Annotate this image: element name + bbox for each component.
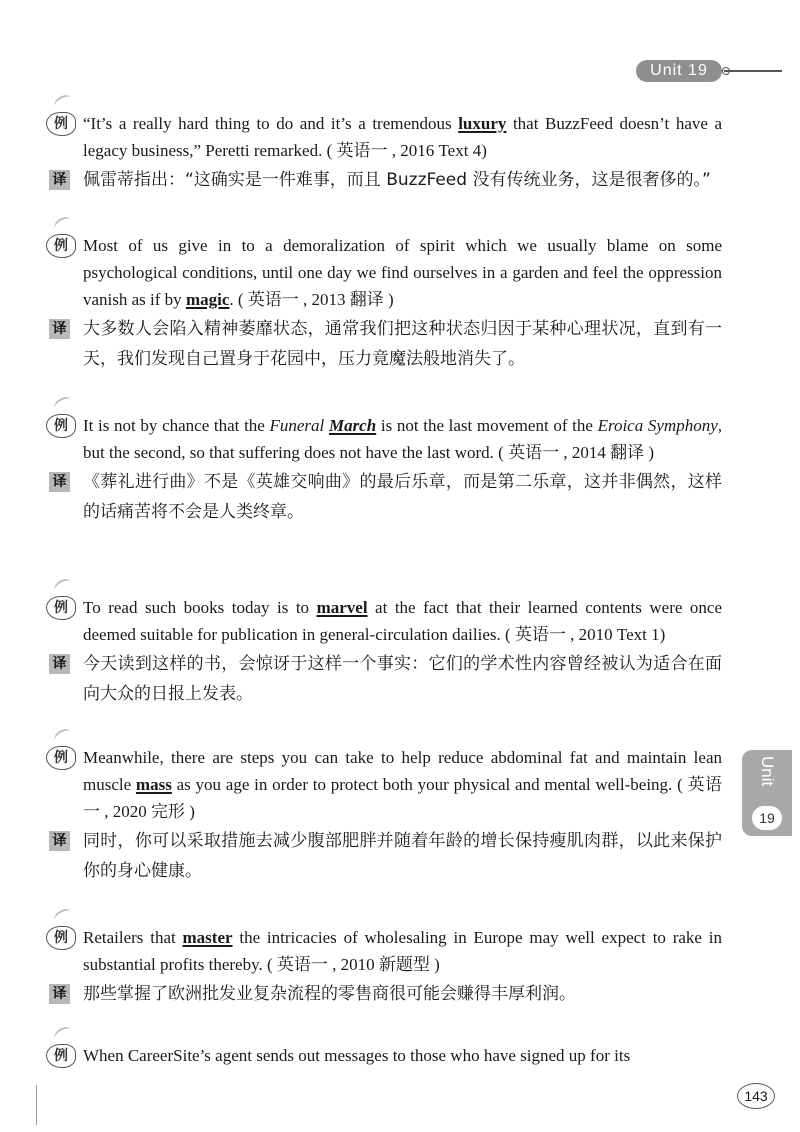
translation-sentence xyxy=(46,826,722,886)
example-text: Meanwhile, there are steps you can take to help reduce abdominal fat and maintain lean muscle xyxy=(83,748,722,794)
unit-tag-rule xyxy=(724,70,782,72)
translation-sentence xyxy=(46,165,722,195)
side-tab-number: 19 xyxy=(752,806,782,830)
example-entry xyxy=(46,232,722,374)
leaf-decoration xyxy=(52,92,74,111)
example-badge-icon: 例 xyxy=(46,112,76,136)
example-sentence xyxy=(46,412,722,466)
translation-badge-icon: 译 xyxy=(49,831,70,851)
translation-badge-icon: 译 xyxy=(49,654,70,674)
example-text: that BuzzFeed doesn’t have a legacy business,” Peretti remarked. ( 英语一 , 2016 Text 4) xyxy=(83,114,723,160)
example-entry xyxy=(46,1042,722,1069)
example-text: as you age in order to protect both your physical and mental well-being. ( 英语一 , 2020 完形 ) xyxy=(83,775,723,821)
translation-text: 那些掌握了欧洲批发业复杂流程的零售商很可能会赚得丰厚利润。 xyxy=(83,984,576,1004)
translation-text: 《葬礼进行曲》不是《英雄交响曲》的最后乐章，而是第二乐章，这并非偶然，这样的话痛苦将不会是人类终章。 xyxy=(83,472,722,522)
translation-badge-icon: 译 xyxy=(49,472,70,492)
keyword: mass xyxy=(135,775,172,794)
translation-text: 同时，你可以采取措施去减少腹部肥胖并随着年龄的增长保持瘦肌肉群，以此来保护你的身心健康。 xyxy=(83,831,722,881)
side-unit-tab xyxy=(742,750,792,836)
example-text: at the fact that their learned contents were once deemed suitable for publication in general-circulation dailies. ( 英语一 , 2010 Text 1) xyxy=(83,598,722,644)
side-tab-label: Unit xyxy=(758,756,777,787)
example-sentence xyxy=(46,924,722,978)
example-text: . ( 英语一 , 2013 翻译 ) xyxy=(229,290,394,309)
example-entry xyxy=(46,594,722,709)
example-badge-icon: 例 xyxy=(46,596,76,620)
leaf-decoration xyxy=(52,214,74,233)
leaf-decoration xyxy=(52,394,74,413)
keyword: magic xyxy=(185,290,230,309)
example-sentence xyxy=(46,110,722,164)
example-sentence xyxy=(46,594,722,648)
leaf-decoration xyxy=(52,906,74,925)
italic-title: Eroica Symphony xyxy=(597,416,718,435)
translation-text: 今天读到这样的书，会惊讶于这样一个事实：它们的学术性内容曾经被认为适合在面向大众的日报上发表。 xyxy=(83,654,722,704)
example-text: , but the second, so that suffering does not have the last word. ( 英语一 , 2014 翻译 ) xyxy=(83,416,723,462)
example-entry xyxy=(46,412,722,527)
example-text: Retailers that xyxy=(83,928,183,947)
example-text: Most of us give in to a demoralization of spirit which we usually blame on some psychological conditions, until one day we find ourselves in a garden and feel the oppression vanish as if by xyxy=(83,236,722,309)
example-text: When CareerSite’s agent sends out messages to those who have signed up for its xyxy=(83,1046,631,1065)
example-entry xyxy=(46,744,722,886)
example-sentence xyxy=(46,744,722,825)
translation-sentence xyxy=(46,979,722,1009)
example-entry xyxy=(46,110,722,195)
italic-title: Funeral xyxy=(269,416,325,435)
example-text: It is not by chance that the xyxy=(83,416,270,435)
example-text: the intricacies of wholesaling in Europe may well expect to rake in substantial profits thereby. ( 英语一 , 2010 新题型 ) xyxy=(83,928,722,974)
leaf-decoration xyxy=(52,726,74,745)
translation-sentence xyxy=(46,467,722,527)
keyword: luxury xyxy=(458,114,507,133)
example-badge-icon: 例 xyxy=(46,414,76,438)
example-entry xyxy=(46,924,722,1009)
translation-text: 大多数人会陷入精神萎靡状态，通常我们把这种状态归因于某种心理状况，直到有一天，我们发现自己置身于花园中，压力竟魔法般地消失了。 xyxy=(83,319,722,369)
example-text: “It’s a really hard thing to do and it’s a tremendous xyxy=(83,114,459,133)
example-badge-icon: 例 xyxy=(46,746,76,770)
keyword: marvel xyxy=(316,598,368,617)
example-text: is not the last movement of the xyxy=(376,416,598,435)
translation-badge-icon: 译 xyxy=(49,319,70,339)
page-edge-rule xyxy=(36,1085,37,1125)
unit-tag: Unit 19 xyxy=(636,60,722,82)
translation-badge-icon: 译 xyxy=(49,984,70,1004)
translation-badge-icon: 译 xyxy=(49,170,70,190)
example-sentence xyxy=(46,232,722,313)
keyword: March xyxy=(328,416,377,435)
translation-text: 佩雷蒂指出：“这确实是一件难事，而且 BuzzFeed 没有传统业务，这是很奢侈的。” xyxy=(83,170,711,190)
page-number: 143 xyxy=(737,1083,775,1109)
example-sentence xyxy=(46,1042,722,1069)
example-badge-icon: 例 xyxy=(46,1044,76,1068)
example-text: To read such books today is to xyxy=(83,598,317,617)
translation-sentence xyxy=(46,314,722,374)
keyword: master xyxy=(182,928,233,947)
example-badge-icon: 例 xyxy=(46,926,76,950)
leaf-decoration xyxy=(52,576,74,595)
example-badge-icon: 例 xyxy=(46,234,76,258)
leaf-decoration xyxy=(52,1024,74,1043)
translation-sentence xyxy=(46,649,722,709)
